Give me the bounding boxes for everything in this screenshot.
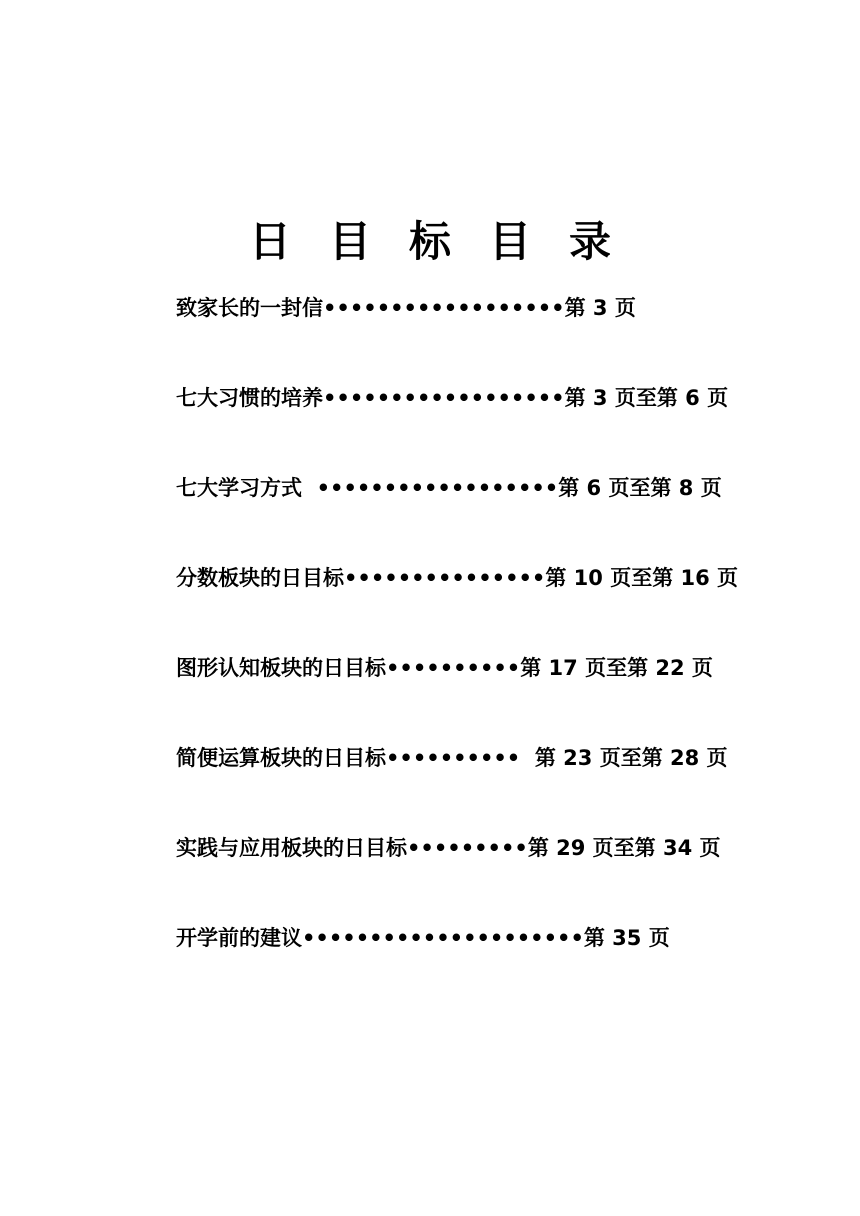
page-title (0, 212, 860, 272)
toc-entry-pages: 第 35 页 (583, 926, 670, 950)
toc-entry-leader: •••••••••••••••••• (323, 386, 565, 410)
toc-entry-leader: •••••••••••••••••• (302, 476, 559, 500)
toc-entry (176, 918, 776, 1008)
toc-entry-leader: •••••••••• (386, 746, 528, 770)
toc-entry-pages: 第 6 页至第 8 页 (558, 476, 722, 500)
toc-entry-leader: •••••••••• (386, 656, 521, 680)
toc-entry-leader: •••••••••••••••••• (323, 296, 565, 320)
toc-entry (176, 288, 776, 378)
toc-entry-label: 实践与应用板块的日目标 (176, 836, 407, 860)
toc-entry-leader: ••••••••••••••• (344, 566, 546, 590)
toc-entry-label: 七大习惯的培养 (176, 386, 323, 410)
toc-entry-label: 七大学习方式 (176, 476, 302, 500)
toc-entry (176, 468, 776, 558)
table-of-contents (176, 288, 776, 1008)
toc-entry (176, 828, 776, 918)
toc-entry-label: 开学前的建议 (176, 926, 302, 950)
toc-entry-label: 图形认知板块的日目标 (176, 656, 386, 680)
toc-entry-pages: 第 3 页至第 6 页 (564, 386, 729, 410)
toc-entry-label: 致家长的一封信 (176, 296, 323, 320)
toc-entry (176, 378, 776, 468)
toc-entry (176, 558, 776, 648)
toc-entry-pages: 第 29 页至第 34 页 (527, 836, 721, 860)
title-char: 标 (408, 217, 451, 266)
toc-entry-pages: 第 10 页至第 16 页 (545, 566, 739, 590)
toc-entry (176, 738, 776, 828)
toc-entry-pages: 第 17 页至第 22 页 (520, 656, 713, 680)
toc-entry (176, 648, 776, 738)
toc-entry-pages: 第 3 页 (564, 296, 636, 320)
title-char: 目 (328, 217, 371, 266)
title-char: 目 (489, 217, 532, 266)
toc-entry-pages: 第 23 页至第 28 页 (527, 746, 728, 770)
title-char: 日 (248, 217, 291, 266)
toc-entry-label: 分数板块的日目标 (176, 566, 344, 590)
toc-entry-leader: ••••••••• (407, 836, 528, 860)
toc-entry-label: 简便运算板块的日目标 (176, 746, 386, 770)
title-char: 录 (569, 217, 612, 266)
toc-entry-leader: ••••••••••••••••••••• (302, 926, 584, 950)
